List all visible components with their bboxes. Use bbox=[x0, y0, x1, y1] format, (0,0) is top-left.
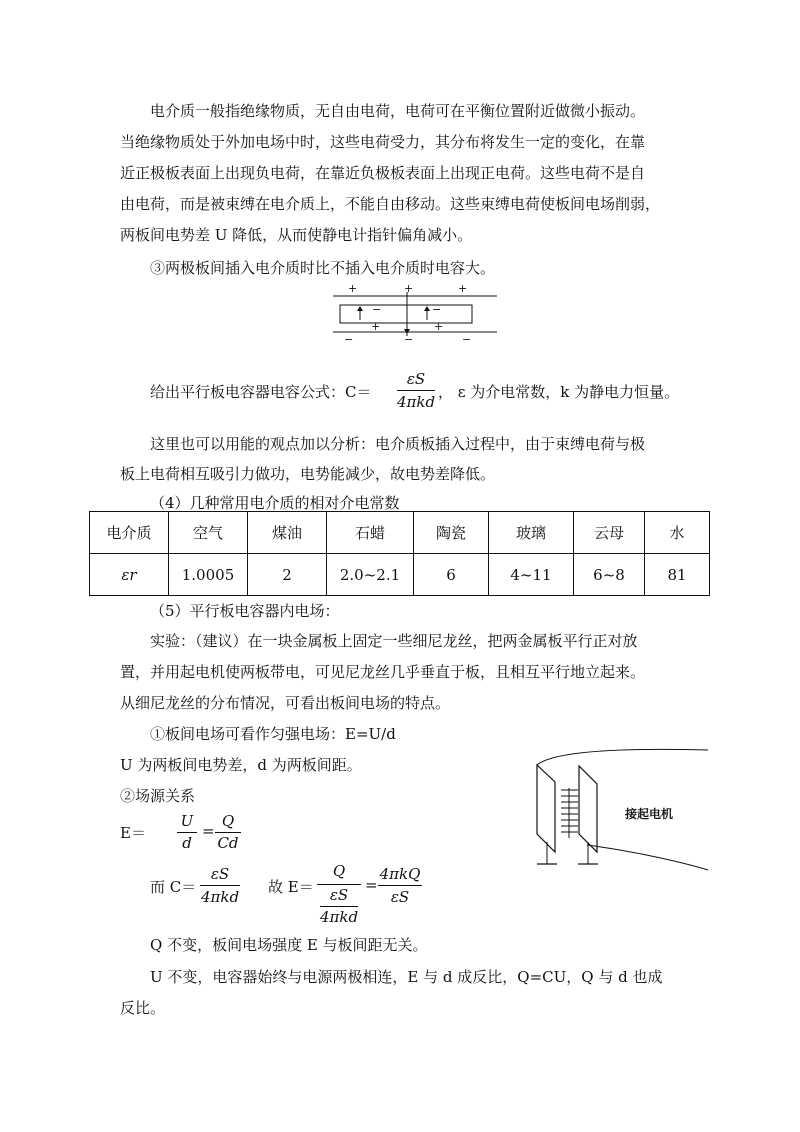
bottom-charge: − bbox=[462, 333, 472, 344]
paragraph-1-line-2: 当绝缘物质处于外加电场中时，这些电荷受力，其分布将发生一定的变化，在靠 bbox=[120, 133, 646, 151]
table-header-cell: 石蜡 bbox=[327, 512, 414, 554]
table-cell: 4~11 bbox=[489, 554, 574, 596]
dielectric-capacitor-diagram bbox=[330, 282, 500, 344]
table-cell: 6~8 bbox=[574, 554, 645, 596]
formula-q-numerator: Q bbox=[221, 812, 235, 830]
dielectric-constant-table bbox=[89, 511, 710, 596]
formula-e-lead: 故 E＝ bbox=[268, 878, 314, 896]
table-cell: 81 bbox=[645, 554, 710, 596]
table-cell: 2 bbox=[248, 554, 327, 596]
table-header-cell: 陶瓷 bbox=[414, 512, 489, 554]
capacitance-fraction-bar bbox=[397, 390, 435, 391]
energy-analysis-line-1: 这里也可以用能的观点加以分析：电介质板插入过程中，由于束缚电荷与极 bbox=[150, 435, 646, 453]
table-header-cell: 电介质 bbox=[90, 512, 169, 554]
inner-negative-charge: − bbox=[432, 303, 442, 316]
formula-c-lead: 而 C＝ bbox=[150, 878, 197, 896]
uniform-field-statement: ①板间电场可看作匀强电场：E=U/d bbox=[150, 725, 396, 743]
formula-equals: = bbox=[202, 822, 215, 840]
formula-result-numerator: 4πkQ bbox=[379, 865, 421, 883]
nylon-thread-experiment-diagram bbox=[515, 742, 710, 880]
formula-d-denominator: d bbox=[182, 834, 192, 852]
inner-positive-charge: + bbox=[371, 320, 381, 333]
formula-e-lhs: E＝ bbox=[120, 824, 146, 842]
section-5-title: （5）平行板电容器内电场： bbox=[150, 602, 340, 620]
point-3-statement: ③两极板间插入电介质时比不插入电介质时电容大。 bbox=[150, 259, 496, 277]
formula-fraction-bar bbox=[215, 832, 241, 833]
paragraph-1-line-3: 近正极板表面上出现负电荷，在靠近负极板表面上出现正电荷。这些电荷不是自 bbox=[120, 164, 646, 182]
top-charge: + bbox=[458, 282, 468, 295]
table-header-cell: 玻璃 bbox=[489, 512, 574, 554]
formula-cd-denominator: Cd bbox=[217, 834, 239, 852]
capacitance-formula-lead: 给出平行板电容器电容公式：C＝ bbox=[150, 383, 372, 401]
experiment-line-1: 实验：（建议）在一块金属板上固定一些细尼龙丝，把两金属板平行正对放 bbox=[150, 632, 638, 650]
inner-positive-charge: + bbox=[434, 320, 444, 333]
table-cell: 2.0~2.1 bbox=[327, 554, 414, 596]
paragraph-1-line-4: 由电荷，而是被束缚在电介质上，不能自由移动。这些束缚电荷使板间电场削弱， bbox=[120, 195, 661, 213]
formula-result-denominator: εS bbox=[390, 888, 410, 906]
formula-c-denominator: 4πkd bbox=[200, 888, 240, 906]
formula-inner-denominator: 4πkd bbox=[319, 908, 359, 926]
table-cell: 6 bbox=[414, 554, 489, 596]
constant-q-conclusion: Q 不变，板间电场强度 E 与板间距无关。 bbox=[150, 936, 428, 954]
table-header-cell: 煤油 bbox=[248, 512, 327, 554]
formula-fraction-bar bbox=[317, 884, 361, 885]
formula-fraction-bar bbox=[378, 885, 422, 886]
constant-u-conclusion-line-2: 反比。 bbox=[120, 999, 166, 1017]
table-header-cell: 空气 bbox=[169, 512, 248, 554]
section-4-title: （4）几种常用电介质的相对介电常数 bbox=[150, 494, 400, 512]
formula-fraction-bar bbox=[320, 906, 358, 907]
formula-e-numerator: Q bbox=[332, 862, 346, 880]
energy-analysis-line-2: 板上电荷相互吸引力做功，电势能减少，故电势差降低。 bbox=[120, 465, 496, 483]
experiment-line-2: 置，并用起电机使两板带电，可见尼龙丝几乎垂直于板，且相互平行地立起来。 bbox=[120, 663, 646, 681]
inner-negative-charge: − bbox=[372, 303, 382, 316]
formula-fraction-bar bbox=[200, 885, 240, 886]
table-header-row bbox=[90, 512, 710, 554]
field-source-heading: ②场源关系 bbox=[120, 787, 196, 805]
table-header-cell: 水 bbox=[645, 512, 710, 554]
paragraph-1-line-5: 两板间电势差 U 降低，从而使静电计指针偏角减小。 bbox=[120, 226, 473, 244]
paragraph-1-line-1: 电介质一般指绝缘物质，无自由电荷，电荷可在平衡位置附近做微小振动。 bbox=[150, 102, 646, 120]
top-charge: + bbox=[348, 282, 358, 295]
formula-u-numerator: U bbox=[180, 812, 194, 830]
formula-equals: = bbox=[365, 876, 378, 894]
table-row-label: εr bbox=[90, 554, 169, 596]
formula-c-numerator: εS bbox=[210, 865, 230, 883]
top-charge: + bbox=[404, 282, 414, 295]
table-row bbox=[90, 554, 710, 596]
bottom-charge: − bbox=[344, 333, 354, 344]
formula-inner-numerator: εS bbox=[329, 886, 349, 904]
formula-fraction-bar bbox=[177, 832, 197, 833]
table-header-cell: 云母 bbox=[574, 512, 645, 554]
variable-definitions: U 为两板间电势差，d 为两板间距。 bbox=[120, 756, 362, 774]
generator-label: 接起电机 bbox=[625, 807, 674, 821]
table-cell: 1.0005 bbox=[169, 554, 248, 596]
capacitance-formula-tail: ， ε 为介电常数，k 为静电力恒量。 bbox=[438, 383, 680, 401]
bottom-charge: − bbox=[404, 333, 414, 344]
capacitance-numerator: εS bbox=[406, 370, 426, 388]
constant-u-conclusion-line-1: U 不变，电容器始终与电源两极相连，E 与 d 成反比，Q=CU，Q 与 d 也成 bbox=[150, 968, 663, 986]
experiment-line-3: 从细尼龙丝的分布情况，可看出板间电场的特点。 bbox=[120, 694, 451, 712]
capacitance-denominator: 4πkd bbox=[396, 393, 436, 411]
